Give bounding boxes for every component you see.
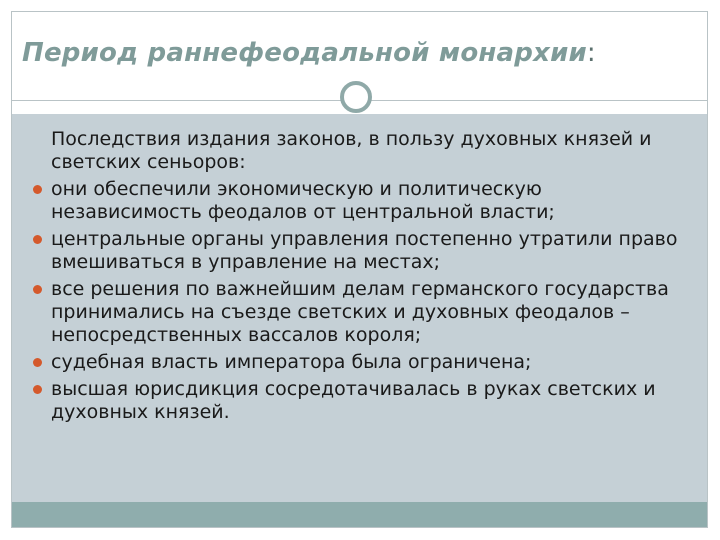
bullet-text: высшая юрисдикция сосредотачивалась в руках светских и духовных князей. <box>51 378 656 423</box>
bullet-list <box>30 178 695 424</box>
bullet-dot-icon <box>33 285 42 294</box>
list-item <box>30 278 695 347</box>
list-item <box>30 351 695 374</box>
slide-title-colon: : <box>586 38 596 68</box>
bullet-dot-icon <box>33 185 42 194</box>
bullet-text: центральные органы управления постепенно утратили право вмешиваться в управление на местах; <box>51 228 678 273</box>
slide-body <box>30 128 695 428</box>
decorative-circle <box>340 81 372 113</box>
bullet-text: они обеспечили экономическую и политическую независимость феодалов от центральной власти; <box>51 178 555 223</box>
bullet-dot-icon <box>33 385 42 394</box>
intro-paragraph: Последствия издания законов, в пользу духовных князей и светских сеньоров: <box>51 128 652 173</box>
bullet-text: судебная власть императора была ограничена; <box>51 351 532 373</box>
bullet-dot-icon <box>33 358 42 367</box>
bullet-text: все решения по важнейшим делам германского государства принимались на съезде светских и духовных феодалов – непосредственных вассалов короля; <box>51 278 669 346</box>
list-item <box>30 228 695 274</box>
slide-title <box>22 38 596 68</box>
slide-title-text: Период раннефеодальной монархии <box>22 38 587 68</box>
list-item <box>30 178 695 224</box>
bullet-dot-icon <box>33 235 42 244</box>
list-item <box>30 378 695 424</box>
footer-bar <box>12 502 707 527</box>
